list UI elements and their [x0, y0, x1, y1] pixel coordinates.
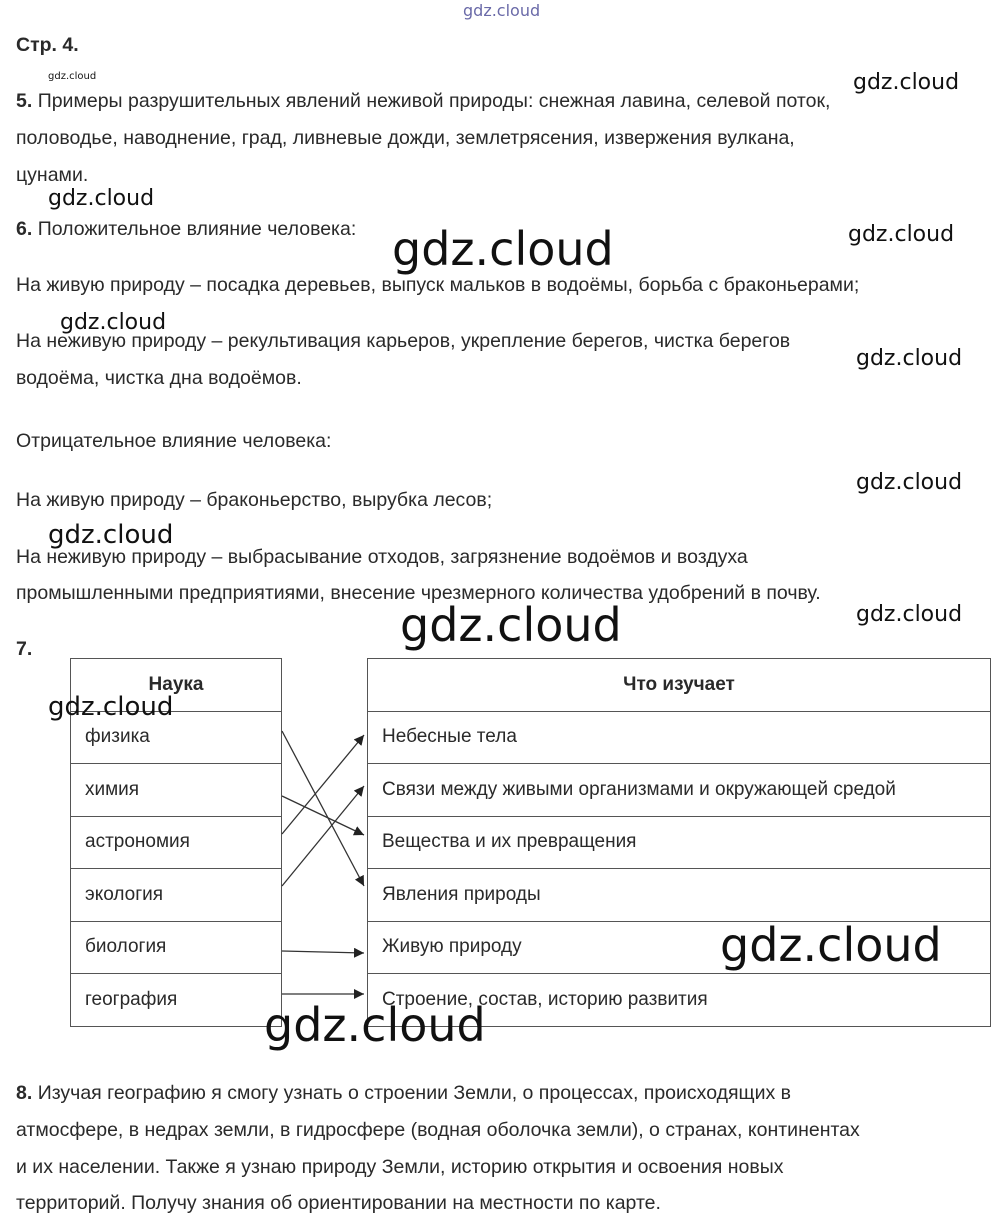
watermark-right-3: gdz.cloud — [856, 346, 963, 371]
topic-cell-organisms: Связи между живыми организмами и окружающей средой — [368, 764, 991, 817]
q8-number: 8. — [16, 1082, 33, 1104]
watermark-left-1: gdz.cloud — [48, 186, 155, 211]
q5-text-1: Примеры разрушительных явлений неживой природы: снежная лавина, селевой поток, — [37, 90, 831, 112]
q5-line-3: цунами. — [16, 164, 89, 186]
q5-line-2: половодье, наводнение, град, ливневые дожди, землетрясения, извержения вулкана, — [16, 127, 795, 149]
q6-negative-nonliving-2: промышленными предприятиями, внесение чрезмерного количества удобрений в почву. — [16, 582, 821, 604]
q6-negative-nonliving-label: На неживую природу – — [16, 546, 223, 568]
q8-line-4: территорий. Получу знания об ориентировании на местности по карте. — [16, 1192, 661, 1214]
q6-negative-heading: Отрицательное влияние человека: — [16, 430, 332, 452]
arrow-astronomy-to-celestial — [282, 735, 364, 834]
watermark-left-2: gdz.cloud — [60, 310, 167, 335]
science-cell-chemistry: химия — [71, 764, 282, 817]
topic-cell-substances: Вещества и их превращения — [368, 816, 991, 869]
q8-text-1: Изучая географию я смогу узнать о строении Земли, о процессах, происходящих в — [37, 1082, 792, 1104]
topic-cell-celestial: Небесные тела — [368, 711, 991, 764]
q6-positive-heading: Положительное влияние человека: — [37, 218, 357, 240]
q6-negative-living-text: браконьерство, вырубка лесов; — [206, 489, 493, 511]
q6-negative-living-label: На живую природу – — [16, 489, 201, 511]
watermark-left-3: gdz.cloud — [48, 520, 174, 550]
science-cell-biology: биология — [71, 921, 282, 974]
watermark-right-1: gdz.cloud — [853, 70, 960, 95]
arrow-ecology-to-organisms — [282, 786, 364, 886]
watermark-right-2: gdz.cloud — [848, 222, 955, 247]
topic-cell-structure: Строение, состав, историю развития — [368, 974, 991, 1027]
arrow-physics-to-phenomena — [282, 731, 364, 886]
q6-positive-living — [16, 272, 859, 298]
arrow-chemistry-to-substances — [282, 796, 364, 835]
topic-header: Что изучает — [368, 659, 991, 712]
q6-negative-nonliving — [16, 544, 748, 570]
q5-number: 5. — [16, 90, 33, 112]
page-title: Стр. 4. — [16, 34, 79, 56]
q6-positive-living-text: посадка деревьев, выпуск мальков в водоёмы, борьба с браконьерами; — [206, 274, 860, 296]
q6-heading-positive — [16, 216, 356, 242]
watermark-right-4: gdz.cloud — [856, 470, 963, 495]
q6-positive-living-label: На живую природу – — [16, 274, 201, 296]
q6-negative-living — [16, 487, 492, 513]
science-cell-geography: география — [71, 974, 282, 1027]
topic-cell-living-nature: Живую природу — [368, 921, 991, 974]
science-cell-astronomy: астрономия — [71, 816, 282, 869]
science-cell-ecology: экология — [71, 869, 282, 922]
q5-line-1 — [16, 88, 830, 114]
q8-line-2: атмосфере, в недрах земли, в гидросфере (водная оболочка земли), о странах, континентах — [16, 1119, 860, 1141]
q8-line-3: и их населении. Также я узнаю природу Земли, историю открытия и освоения новых — [16, 1156, 784, 1178]
q6-positive-nonliving-2: водоёма, чистка дна водоёмов. — [16, 367, 302, 389]
watermark-large-1: gdz.cloud — [392, 222, 614, 276]
watermark-right-5: gdz.cloud — [856, 602, 963, 627]
q8-line-1 — [16, 1080, 791, 1106]
q6-positive-nonliving-label: На неживую природу – — [16, 330, 223, 352]
watermark-left-4: gdz.cloud — [48, 692, 174, 722]
watermark-large-3: gdz.cloud — [720, 918, 942, 972]
watermark-large-2: gdz.cloud — [400, 598, 622, 652]
watermark-top: gdz.cloud — [463, 1, 541, 20]
science-cell-physics: физика — [71, 711, 282, 764]
q6-positive-nonliving — [16, 328, 790, 354]
watermark-large-4: gdz.cloud — [264, 998, 486, 1052]
q6-positive-nonliving-text: рекультивация карьеров, укрепление берегов, чистка берегов — [227, 330, 791, 352]
arrow-biology-to-living-nature — [282, 951, 364, 953]
science-header: Наука — [71, 659, 282, 712]
topic-cell-phenomena: Явления природы — [368, 869, 991, 922]
q6-negative-nonliving-text: выбрасывание отходов, загрязнение водоёмов и воздуха — [227, 546, 748, 568]
q6-number: 6. — [16, 218, 33, 240]
q7-number: 7. — [16, 638, 33, 660]
watermark-tiny: gdz.cloud — [48, 71, 97, 82]
